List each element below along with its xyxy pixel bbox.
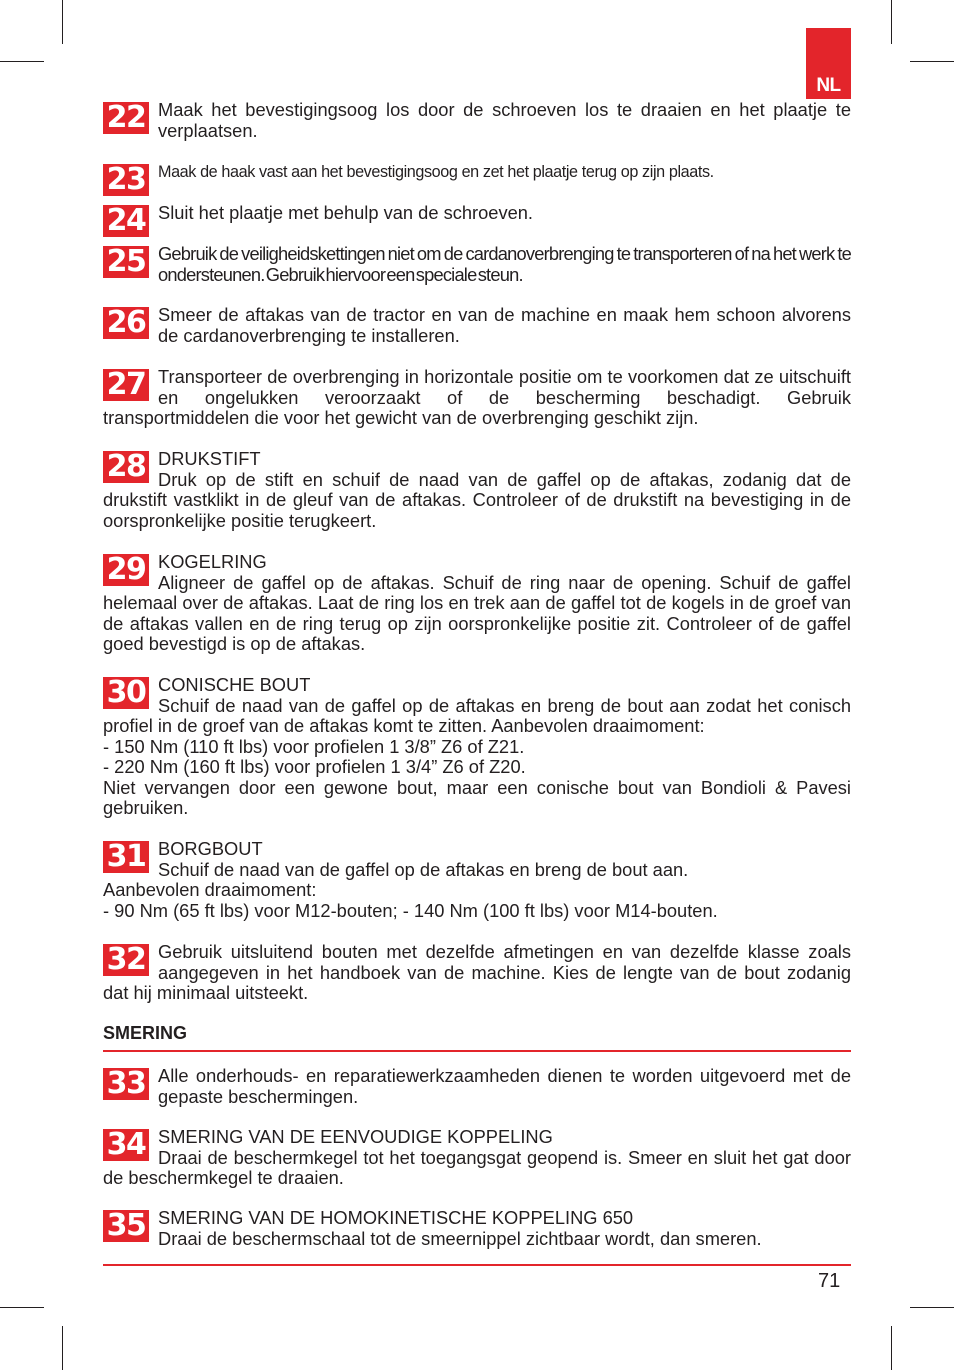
- step-number: 35: [103, 1210, 149, 1242]
- step-text: Draai de beschermkegel tot het toegangsgat geopend is. Smeer en sluit het gat door de beschermkegel te draaien.: [103, 1146, 851, 1188]
- step-text: Alle onderhouds- en reparatiewerkzaamheden dienen te worden uitgevoerd met de gepaste beschermingen.: [158, 1065, 851, 1107]
- step-text: Aanbevolen draaimoment:: [103, 879, 317, 900]
- language-tab: [806, 28, 851, 99]
- section-divider: [103, 1050, 851, 1052]
- step-text: Schuif de naad van de gaffel op de aftakas en breng de bout aan zodat het conisch profiel in de groef van de aftakas komt te zitten. Aanbevolen draaimoment:: [103, 694, 851, 736]
- step-text: Maak de haak vast aan het bevestigingsoog en zet het plaatje terug op zijn plaats.: [158, 163, 714, 181]
- page-number: 71: [818, 1270, 841, 1292]
- crop-mark: [891, 0, 892, 44]
- step-23: [103, 162, 851, 196]
- step-number: 31: [103, 841, 149, 873]
- step-24: [103, 203, 851, 237]
- step-number: 30: [103, 677, 149, 709]
- crop-mark: [891, 1326, 892, 1370]
- step-27: [103, 367, 851, 429]
- step-text: Transporteer de overbrenging in horizontale positie om te voorkomen dat ze uitschuift en ongelukken veroorzaakt of de bescherming beschadigt. Gebruik transportmiddelen die voor het gewicht van de overbrenging geschikt zijn.: [103, 366, 851, 428]
- step-text: Gebruik de veiligheidskettingen niet om de cardanoverbrenging te transporteren of na het werk te ondersteunen. Gebruik hiervoor een speciale steun.: [158, 243, 851, 285]
- step-number: 26: [103, 307, 149, 339]
- crop-mark: [0, 1307, 44, 1308]
- step-31: [103, 839, 851, 921]
- step-text: Maak het bevestigingsoog los door de schroeven los te draaien en het plaatje te verplaatsen.: [158, 99, 851, 141]
- step-text: Draai de beschermschaal tot de smeernippel zichtbaar wordt, dan smeren.: [158, 1227, 762, 1249]
- step-number: 22: [103, 102, 149, 134]
- step-text: - 220 Nm (160 ft lbs) voor profielen 1 3/4” Z6 of Z20.: [103, 756, 526, 777]
- step-number: 33: [103, 1068, 149, 1100]
- footer-divider: [103, 1264, 851, 1266]
- step-26: [103, 305, 851, 346]
- crop-mark: [62, 0, 63, 44]
- step-heading: BORGBOUT: [158, 838, 263, 859]
- step-heading: DRUKSTIFT: [158, 448, 261, 469]
- crop-mark: [910, 61, 954, 62]
- crop-mark: [0, 61, 44, 62]
- step-text: Sluit het plaatje met behulp van de schroeven.: [158, 202, 534, 223]
- step-number: 27: [103, 369, 149, 401]
- step-number: 28: [103, 451, 149, 483]
- step-number: 34: [103, 1129, 149, 1161]
- step-heading: SMERING VAN DE EENVOUDIGE KOPPELING: [158, 1126, 553, 1147]
- step-22: [103, 100, 851, 141]
- crop-mark: [910, 1307, 954, 1308]
- step-number: 23: [103, 164, 149, 196]
- step-heading: CONISCHE BOUT: [158, 674, 311, 695]
- step-number: 25: [103, 246, 149, 278]
- step-28: [103, 449, 851, 531]
- step-29: [103, 552, 851, 655]
- step-text: Niet vervangen door een gewone bout, maar een conische bout van Bondioli & Pavesi gebruiken.: [103, 776, 851, 818]
- step-number: 32: [103, 944, 149, 976]
- step-34: [103, 1127, 851, 1189]
- step-33: [103, 1066, 851, 1107]
- step-heading: SMERING VAN DE HOMOKINETISCHE KOPPELING 650: [158, 1207, 634, 1228]
- step-number: 29: [103, 554, 149, 586]
- step-text: - 150 Nm (110 ft lbs) voor profielen 1 3/8” Z6 of Z21.: [103, 735, 525, 757]
- section-title: SMERING: [103, 1023, 188, 1043]
- step-text: Smeer de aftakas van de tractor en van de machine en maak hem schoon alvorens de cardanoverbrenging te installeren.: [158, 304, 851, 346]
- step-text: Schuif de naad van de gaffel op de aftakas en breng de bout aan.: [158, 858, 689, 880]
- step-25: [103, 244, 851, 285]
- step-35: [103, 1208, 851, 1249]
- step-32: [103, 942, 851, 1004]
- step-text: Gebruik uitsluitend bouten met dezelfde afmetingen en van dezelfde klasse zoals aangegeven in het handboek van de machine. Kies de lengte van de bout zodanig dat hij minimaal uitsteekt.: [103, 941, 851, 1003]
- language-code: NL: [816, 75, 841, 96]
- step-heading: KOGELRING: [158, 551, 267, 572]
- step-text: Aligneer de gaffel op de aftakas. Schuif de ring naar de opening. Schuif de gaffel helemaal over de aftakas. Laat de ring los en trek aan de gaffel tot de kogels in de groef van de aftakas vallen en de ring terug op zijn oorspronkelijke positie zit. Controleer of de gaffel goed bevestigd is op de aftakas.: [103, 571, 851, 654]
- crop-mark: [62, 1326, 63, 1370]
- step-number: 24: [103, 205, 149, 237]
- step-text: - 90 Nm (65 ft lbs) voor M12-bouten; - 140 Nm (100 ft lbs) voor M14-bouten.: [103, 899, 718, 921]
- step-30: [103, 675, 851, 819]
- step-text: Druk op de stift en schuif de naad van de gaffel op de aftakas, zodanig dat de drukstift vastklikt in de gleuf van de aftakas. Controleer of de drukstift na bevestiging in de oorspronkelijke positie terugkeert.: [103, 468, 851, 531]
